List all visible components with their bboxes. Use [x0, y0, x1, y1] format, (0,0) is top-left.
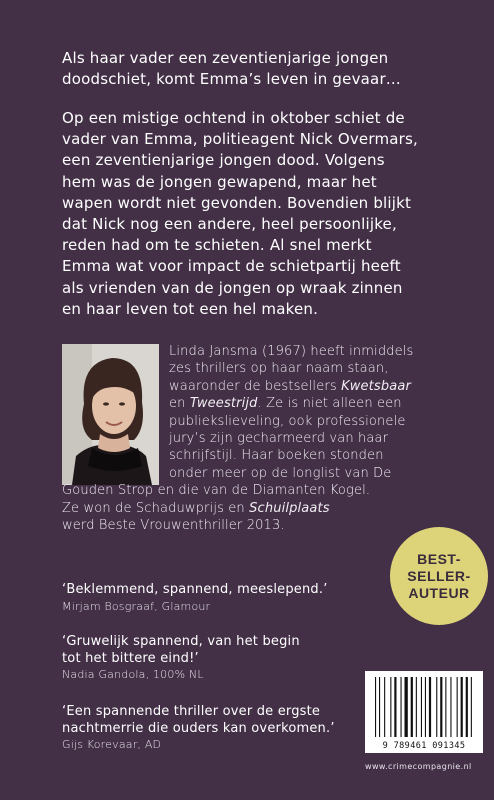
author-bio — [62, 343, 482, 534]
bio-line: onder meer op de longlist van De — [169, 465, 392, 481]
bio-line — [62, 395, 482, 412]
badge-line: BEST- — [417, 550, 461, 567]
quote-source: Mirjam Bosgraaf, Glamour — [62, 599, 211, 613]
tagline-line: Als haar vader een zeventienjarige jongen — [62, 49, 389, 67]
book-title: Schuilplaats — [249, 500, 330, 516]
bio-line: jury’s zijn gecharmeerd van haar — [169, 431, 389, 447]
isbn-barcode — [365, 671, 483, 753]
synopsis-line: hem was de jongen gewapend, maar het — [62, 172, 377, 191]
review-quote — [62, 634, 402, 682]
publisher-website: www.crimecompagnie.nl — [365, 762, 472, 771]
bio-line — [62, 378, 482, 395]
barcode-bars — [375, 677, 473, 737]
synopsis-line: en haar leven tot een hel maken. — [62, 299, 319, 318]
synopsis-line: dat Nick nog een andere, heel persoonlijke, — [62, 215, 397, 234]
quote-text: nachtmerrie die ouders kan overkomen.’ — [62, 720, 335, 736]
tagline-line: doodschiet, komt Emma’s leven in gevaar… — [62, 70, 402, 88]
review-quote — [62, 582, 402, 614]
bio-line — [62, 500, 482, 517]
quote-text: tot het bittere eind!’ — [62, 650, 199, 666]
synopsis — [62, 108, 472, 320]
quote-source: Gijs Korevaar, AD — [62, 738, 162, 751]
synopsis-line: vader van Emma, politieagent Nick Overmars, — [62, 130, 418, 149]
bio-line: zes thrillers op haar naam staan, — [169, 361, 389, 377]
synopsis-line: als vrienden van de jongen op wraak zinnen — [62, 278, 403, 297]
synopsis-line: Emma wat voor impact de schietpartij heeft — [62, 257, 401, 276]
quote-source: Nadia Gandola, 100% NL — [62, 668, 204, 681]
tagline — [62, 48, 462, 90]
bestseller-badge — [390, 527, 488, 625]
quote-text: ‘Een spannende thriller over de ergste — [62, 704, 321, 719]
bio-line: werd Beste Vrouwenthriller 2013. — [62, 518, 285, 534]
badge-line: SELLER- — [407, 567, 471, 584]
quote-text: ‘Beklemmend, spannend, meeslepend.’ — [62, 582, 328, 597]
bio-text: Ze won de Schaduwprijs en — [62, 500, 245, 516]
synopsis-line: een zeventienjarige jongen dood. Volgens — [62, 151, 385, 170]
bio-line: schrijfstijl. Haar boeken stonden — [169, 448, 384, 464]
bio-text: . Ze is niet alleen een — [257, 396, 402, 412]
bio-text: waaronder de bestsellers — [169, 378, 337, 394]
bio-line: Gouden Strop en die van de Diamanten Kogel. — [62, 483, 371, 499]
review-quote — [62, 704, 402, 752]
badge-line: AUTEUR — [408, 584, 470, 601]
synopsis-line: wapen wordt niet gevonden. Bovendien blijkt — [62, 193, 412, 212]
bio-text: en — [169, 396, 186, 412]
bio-line: Linda Jansma (1967) heeft inmiddels — [169, 344, 414, 359]
synopsis-line: reden had om te schieten. Al snel merkt — [62, 236, 372, 255]
bio-line: publiekslieveling, ook professionele — [169, 413, 406, 429]
synopsis-line: Op een mistige ochtend in oktober schiet de — [62, 109, 405, 127]
isbn-number: 9 789461 091345 — [382, 741, 466, 751]
quote-text: ‘Gruwelijk spannend, van het begin — [62, 634, 300, 649]
book-title: Kwetsbaar — [341, 378, 411, 394]
book-title: Tweestrijd — [189, 396, 258, 412]
